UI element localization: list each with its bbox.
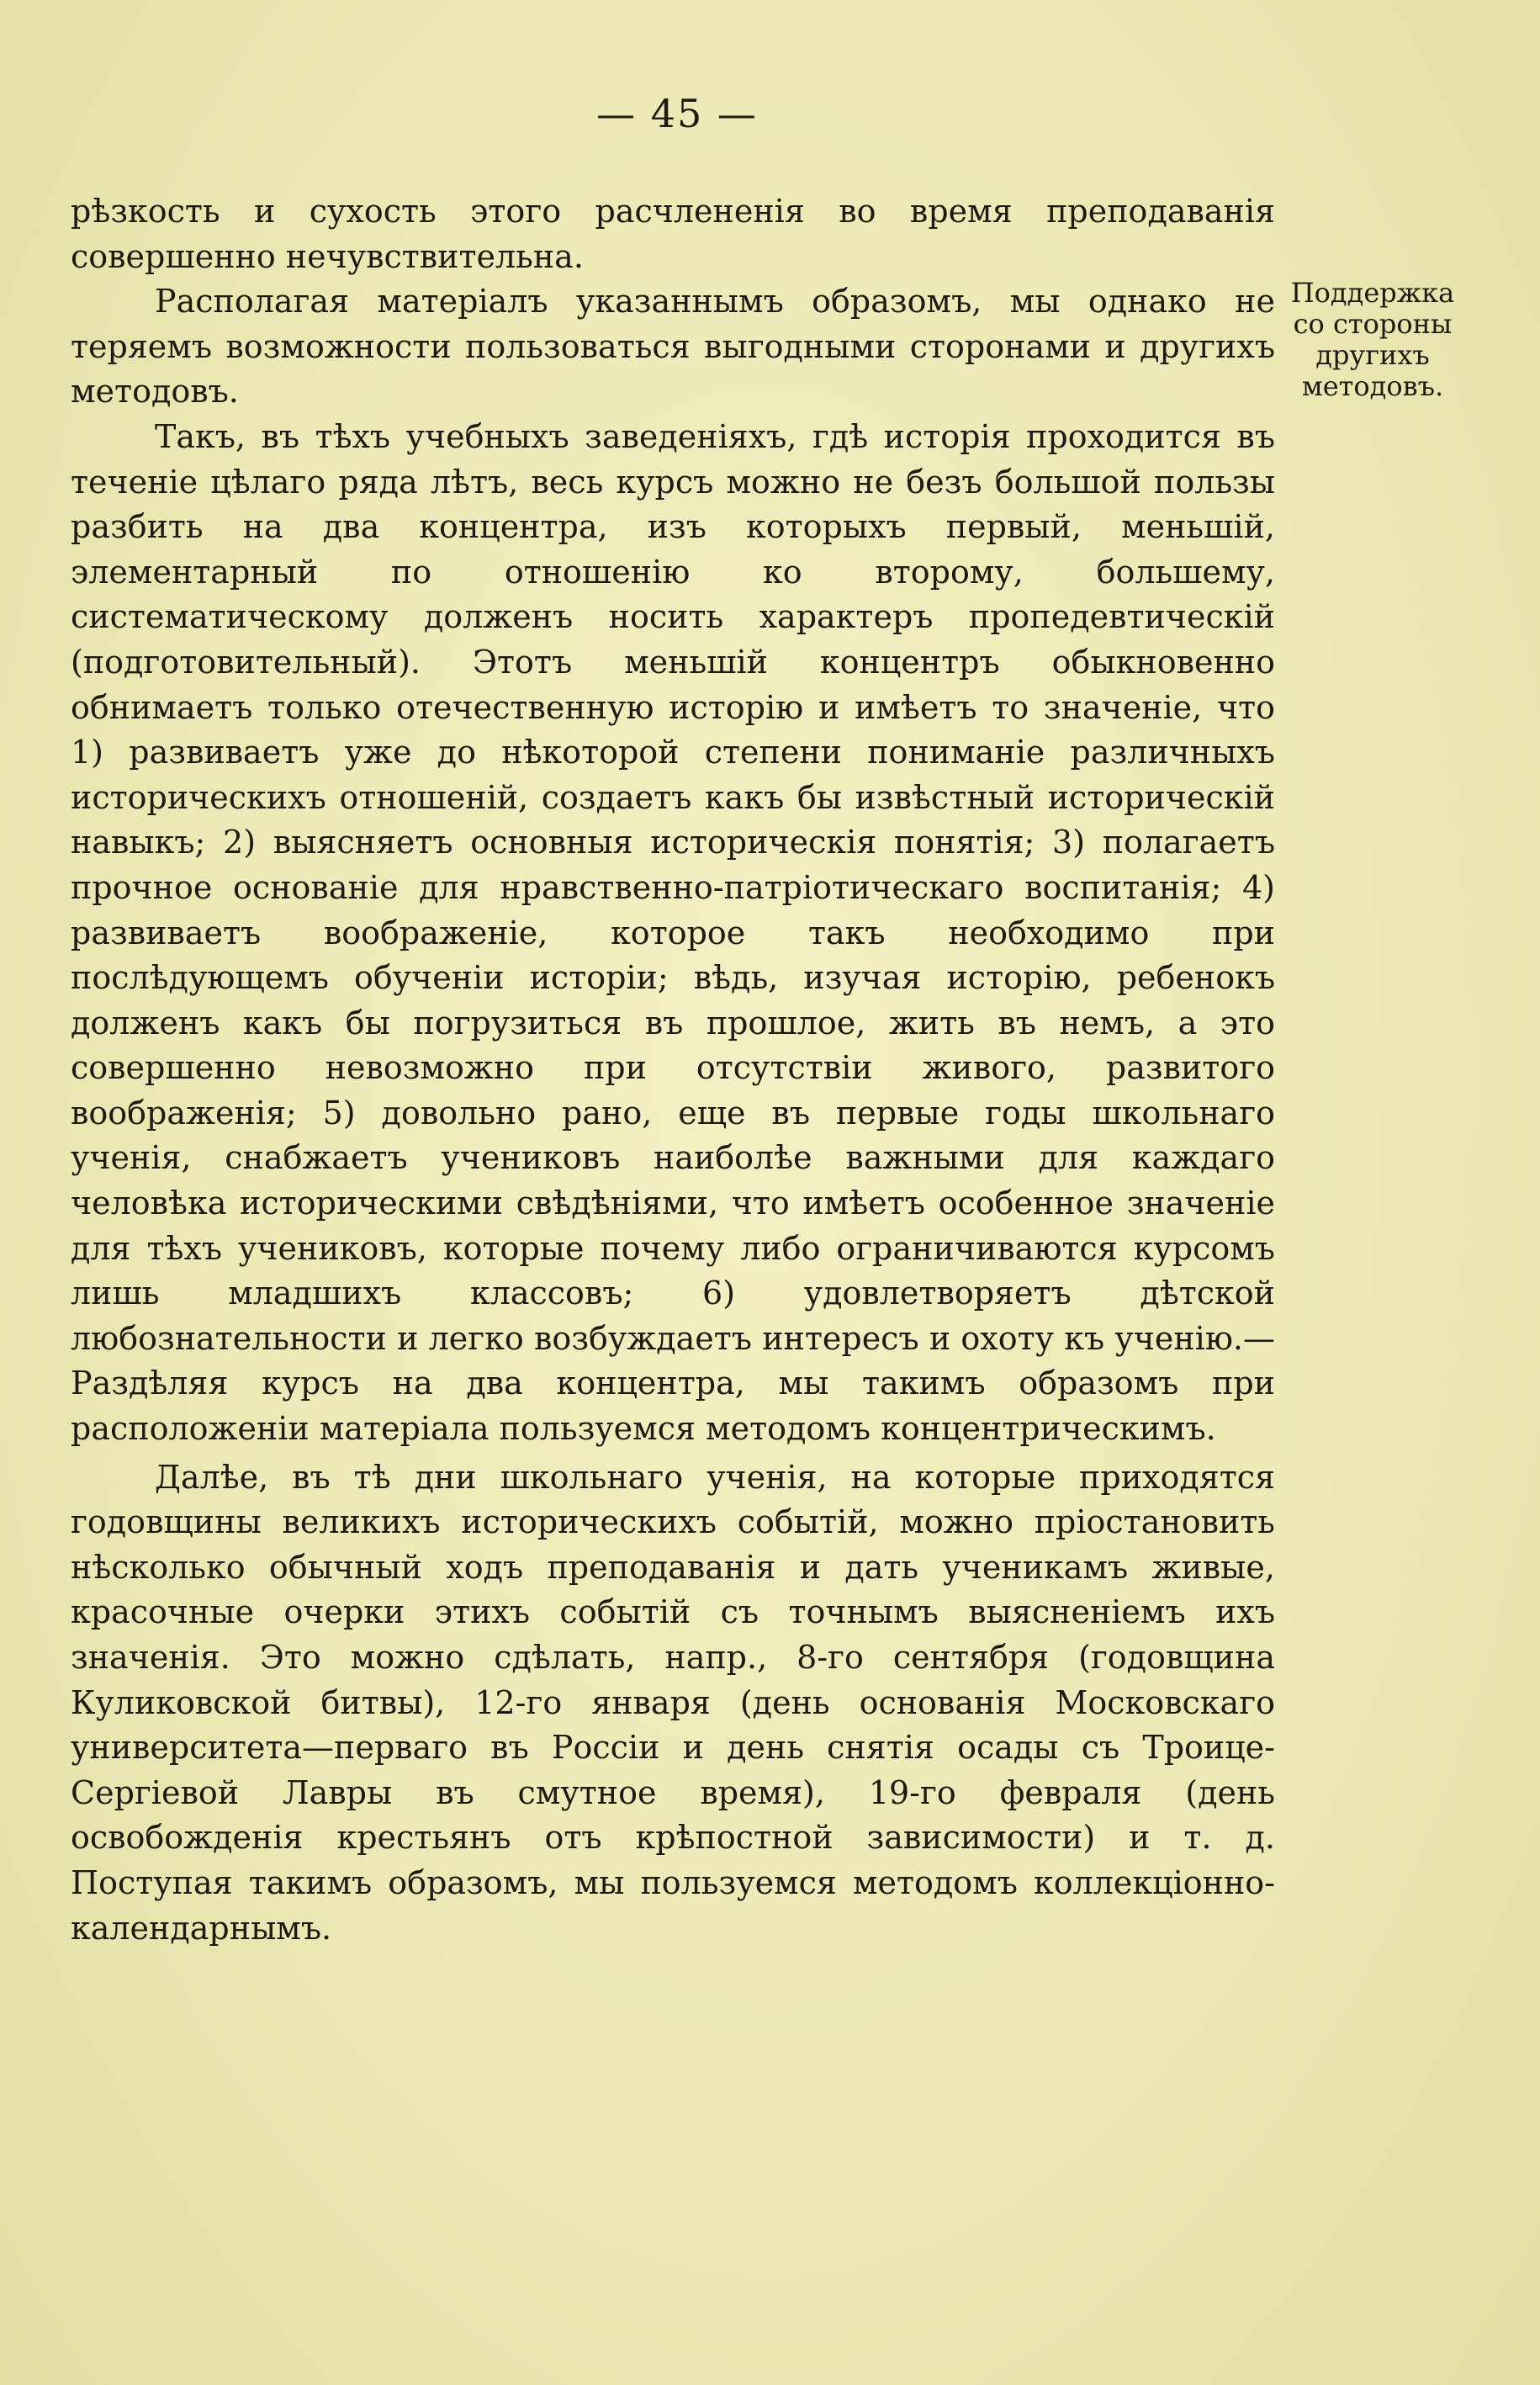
margin-note: Поддержка со стороны другихъ методовъ. xyxy=(1290,277,1455,402)
paragraph-3: Такъ, въ тѣхъ учебныхъ заведеніяхъ, гдѣ исторія проходится въ теченіе цѣлаго ряда лѣтъ, весь курсъ можно не безъ большой пользы разбить на два концентра, изъ которыхъ первый, меньшій, элементарный по отношенію ко второму, большему, систематическому долженъ носить характеръ пропедевтическій (подготовительный). Этотъ меньшій концентръ обыкновенно обнимаетъ только отечественную исторію и имѣетъ то значеніе, что 1) развиваетъ уже до нѣкоторой степени пониманіе различныхъ историческихъ отношеній, создаетъ какъ бы извѣстный историческій навыкъ; 2) выясняетъ основныя историческія понятія; 3) полагаетъ прочное основаніе для нравственно-патріотическаго воспитанія; 4) развиваетъ воображеніе, которое такъ необходимо при послѣдующемъ обученіи исторіи; вѣдь, изучая исторію, ребенокъ долженъ какъ бы погрузиться въ прошлое, жить въ немъ, а это совершенно невозможно при отсутствіи живого, развитого воображенія; 5) довольно рано, еще въ первые годы школьнаго ученія, снабжаетъ учениковъ наиболѣе важными для каждаго человѣка историческими свѣдѣніями, что имѣетъ особенное значеніе для тѣхъ учениковъ, которые почему либо ограничиваются курсомъ лишь младшихъ классовъ; 6) удовлетворяетъ дѣтской любознательности и легко возбуждаетъ интересъ и охоту къ ученію.—Раздѣляя курсъ на два концентра, мы такимъ образомъ при расположеніи матеріала пользуемся методомъ концентрическимъ. xyxy=(71,417,1275,1448)
paragraph-4: Далѣе, въ тѣ дни школьнаго ученія, на которые приходятся годовщины великихъ историческихъ событій, можно пріостановить нѣсколько обычный ходъ преподаванія и дать ученикамъ живые, красочные очерки этихъ событій съ точнымъ выясненіемъ ихъ значенія. Это можно сдѣлать, напр., 8-го сентября (годовщина Куликовской битвы), 12-го января (день основанія Московскаго университета—перваго въ Россіи и день снятія осады съ Троице-Сергіевой Лавры въ смутное время), 19-го февраля (день освобожденія крестьянъ отъ крѣпостной зависимости) и т. д. Поступая такимъ образомъ, мы пользуемся методомъ коллекціонно-календарнымъ. xyxy=(71,1458,1275,1947)
page-number: — 45 — xyxy=(596,91,758,136)
paragraph-2: Располагая матеріалъ указаннымъ образомъ, мы однако не теряемъ возможности пользоваться выгодными сторонами и другихъ методовъ. xyxy=(71,283,1275,411)
paragraph-1: рѣзкость и сухость этого расчлененія во время преподаванія совершенно нечувствительна. xyxy=(71,193,1275,275)
body-text xyxy=(71,189,1275,1951)
